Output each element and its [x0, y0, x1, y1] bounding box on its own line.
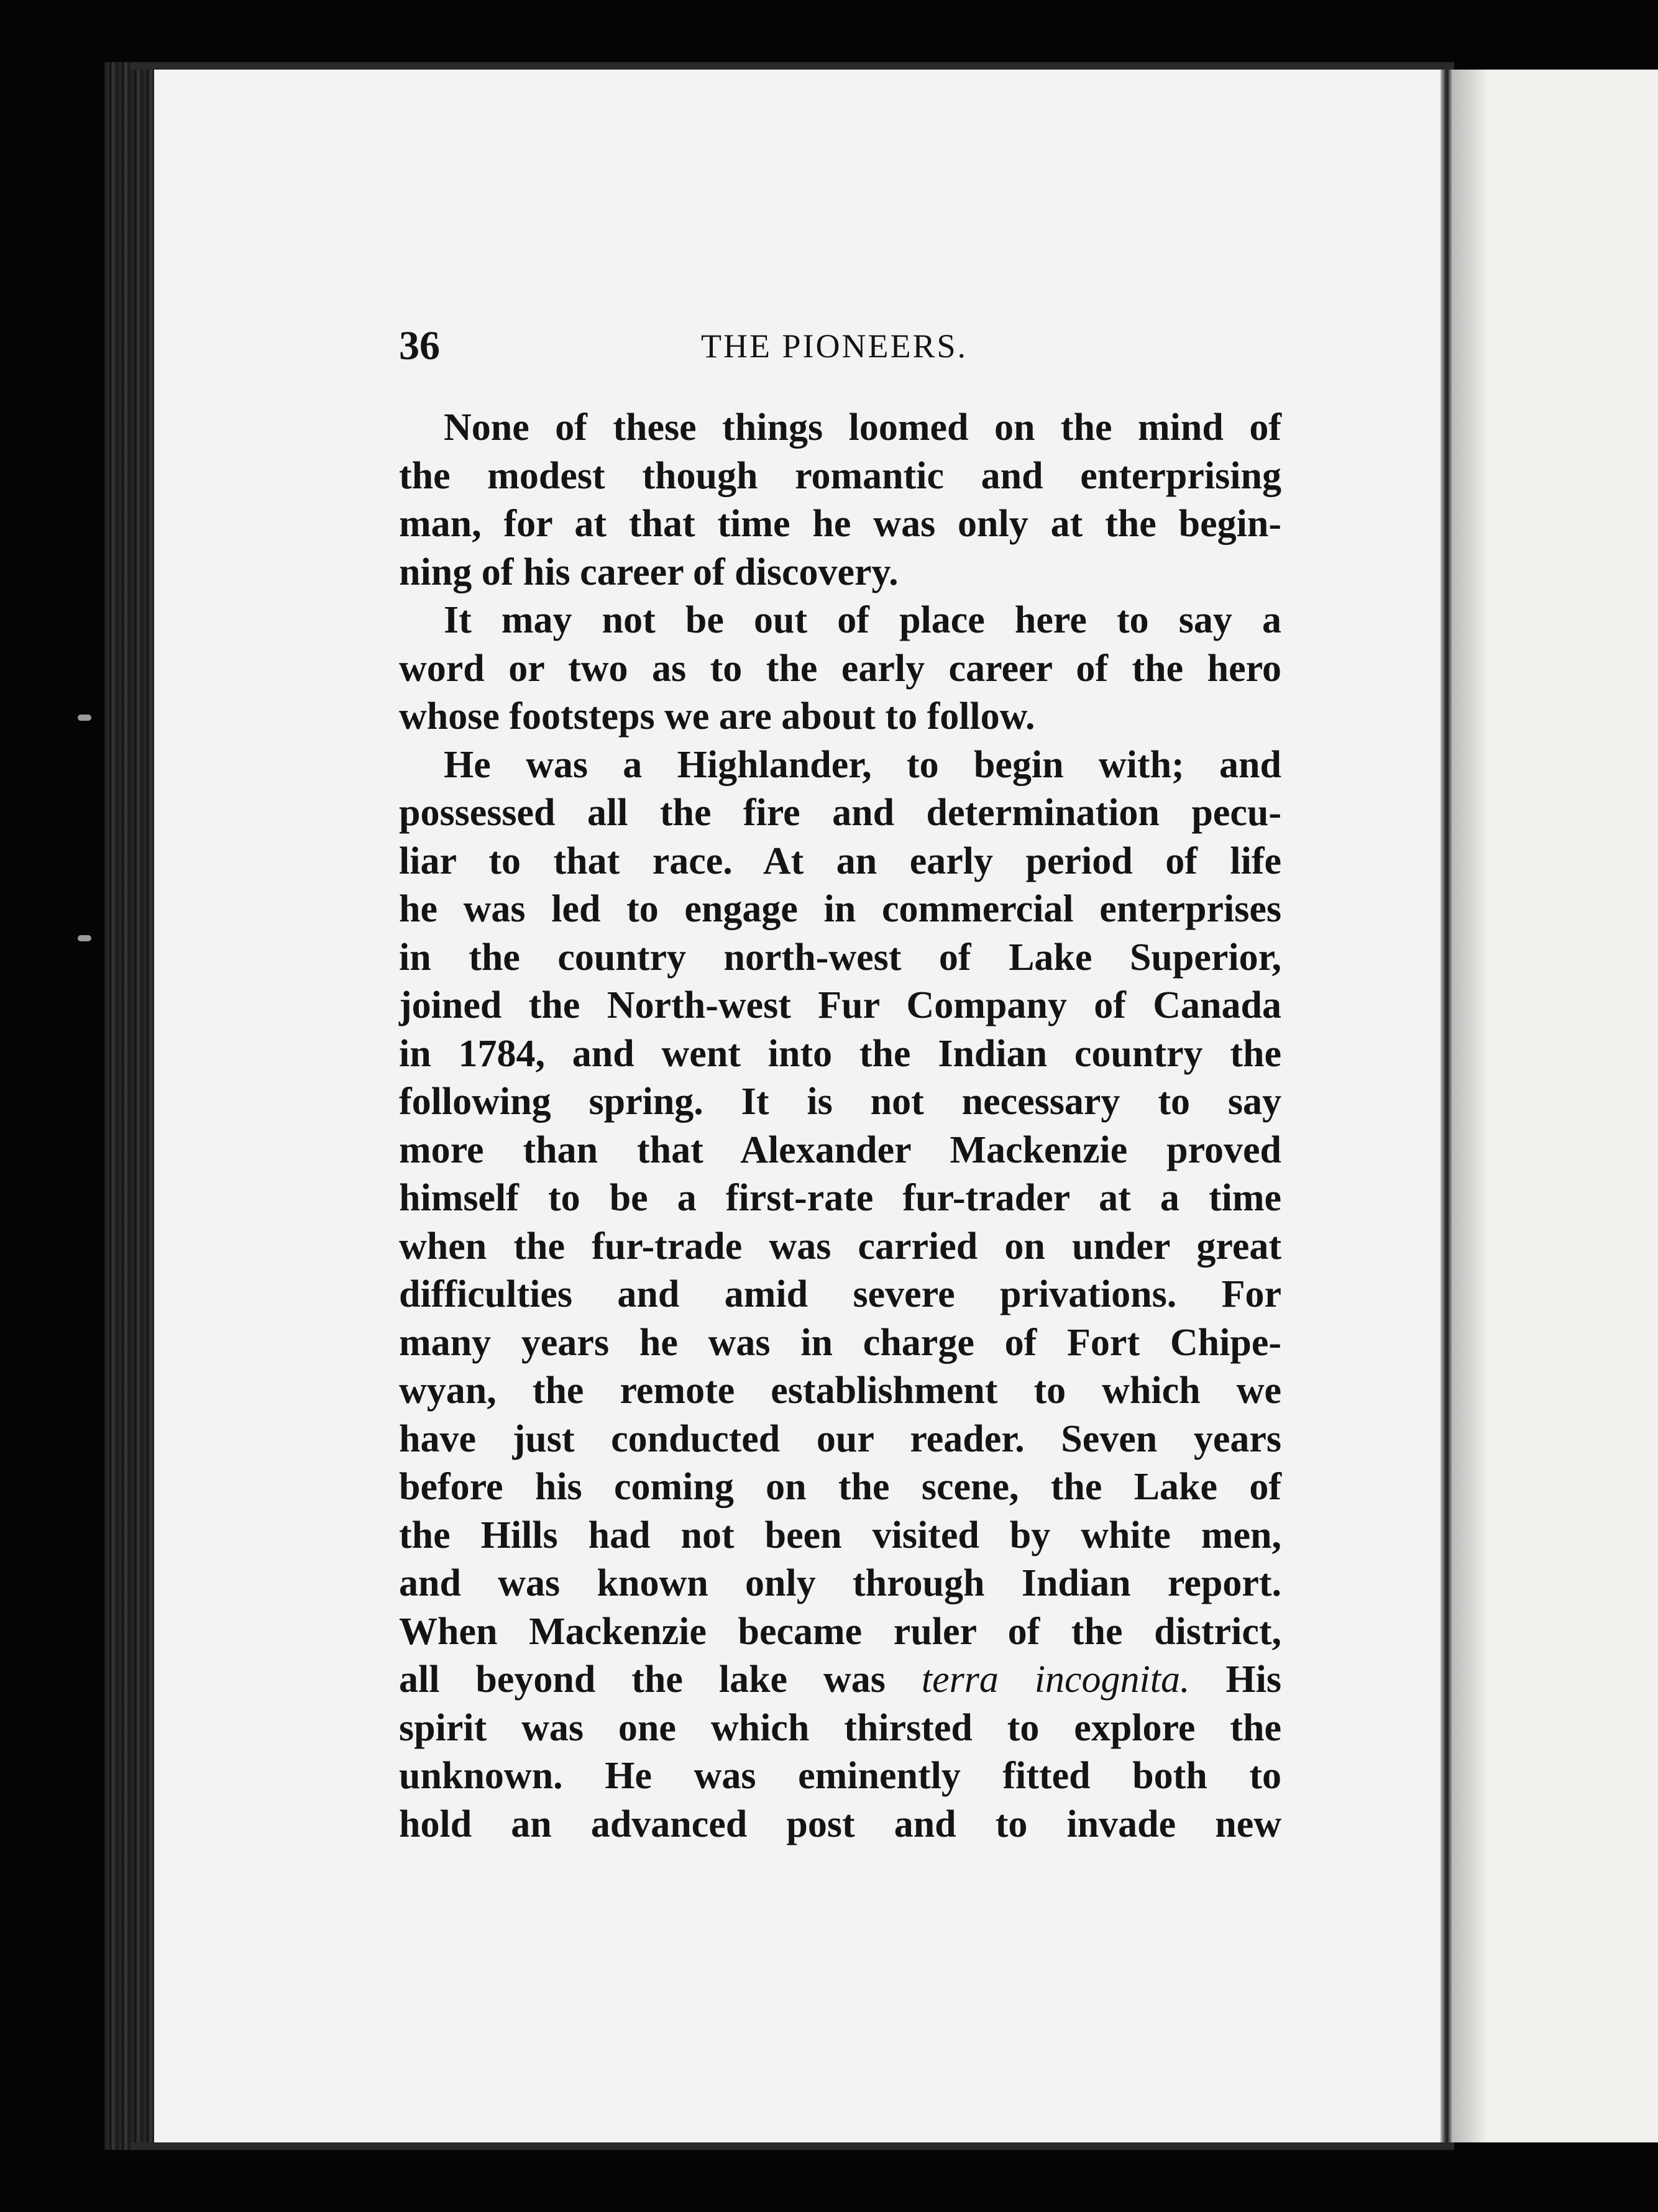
- text-line: following spring. It is not necessary to say: [399, 1081, 1281, 1123]
- page-spine-edge: [1440, 70, 1452, 2142]
- text-line: before his coming on the scene, the Lake of: [399, 1466, 1281, 1508]
- text-line: wyan, the remote establishment to which we: [399, 1369, 1281, 1412]
- text-line: unknown. He was eminently fitted both to: [399, 1755, 1281, 1797]
- italic-phrase: terra incognita.: [921, 1658, 1190, 1701]
- text-line: possessed all the fire and determination pecu-: [399, 792, 1281, 834]
- page-number: 36: [399, 323, 440, 368]
- scan-mark: [78, 715, 91, 721]
- text-line: in 1784, and went into the Indian country the: [399, 1032, 1281, 1075]
- text-line: more than that Alexander Mackenzie proved: [399, 1128, 1281, 1171]
- text-segment: all beyond the lake was: [399, 1658, 886, 1701]
- text-line: ning of his career of discovery.: [399, 551, 899, 593]
- paragraph: [399, 404, 1281, 596]
- text-line: have just conducted our reader. Seven years: [399, 1417, 1281, 1460]
- page-top-edge: [131, 62, 1454, 70]
- text-line: and was known only through Indian report.: [399, 1562, 1281, 1604]
- text-line: in the country north-west of Lake Superior,: [399, 936, 1281, 979]
- paragraph: [399, 741, 1281, 1849]
- text-line: It may not be out of place here to say a: [444, 599, 1281, 641]
- text-line: the Hills had not been visited by white men,: [399, 1514, 1281, 1556]
- text-line: himself to be a first-rate fur-trader at a time: [399, 1177, 1281, 1219]
- text-line: None of these things loomed on the mind of: [444, 406, 1281, 449]
- text-line: word or two as to the early career of the hero: [399, 647, 1281, 690]
- text-line: joined the North-west Fur Company of Canada: [399, 984, 1281, 1026]
- scan-mark: [78, 935, 91, 941]
- text-line: many years he was in charge of Fort Chipe-: [399, 1321, 1281, 1364]
- text-segment: His: [1225, 1658, 1281, 1701]
- text-line: whose footsteps we are about to follow.: [399, 695, 1035, 738]
- running-head: [399, 318, 1281, 374]
- text-line: man, for at that time he was only at the begin-: [399, 503, 1281, 545]
- text-line: difficulties and amid severe privations. For: [399, 1273, 1281, 1315]
- text-line: hold an advanced post and to invade new: [399, 1803, 1281, 1845]
- text-line: he was led to engage in commercial enterprises: [399, 888, 1281, 930]
- text-line: When Mackenzie became ruler of the district,: [399, 1610, 1281, 1653]
- facing-page-shadow: [1452, 70, 1489, 2142]
- text-line: spirit was one which thirsted to explore the: [399, 1706, 1281, 1749]
- text-line-with-italic: [399, 1656, 1281, 1704]
- text-line: when the fur-trade was carried on under great: [399, 1225, 1281, 1268]
- text-line: the modest though romantic and enterprising: [399, 454, 1281, 497]
- page-bottom-edge: [131, 2142, 1454, 2150]
- running-title: THE PIONEERS.: [701, 327, 968, 365]
- text-line: liar to that race. At an early period of life: [399, 839, 1281, 882]
- text-line: He was a Highlander, to begin with; and: [444, 743, 1281, 786]
- body-text: [399, 404, 1281, 1849]
- book-gutter-edge: [104, 62, 154, 2150]
- paragraph: [399, 596, 1281, 741]
